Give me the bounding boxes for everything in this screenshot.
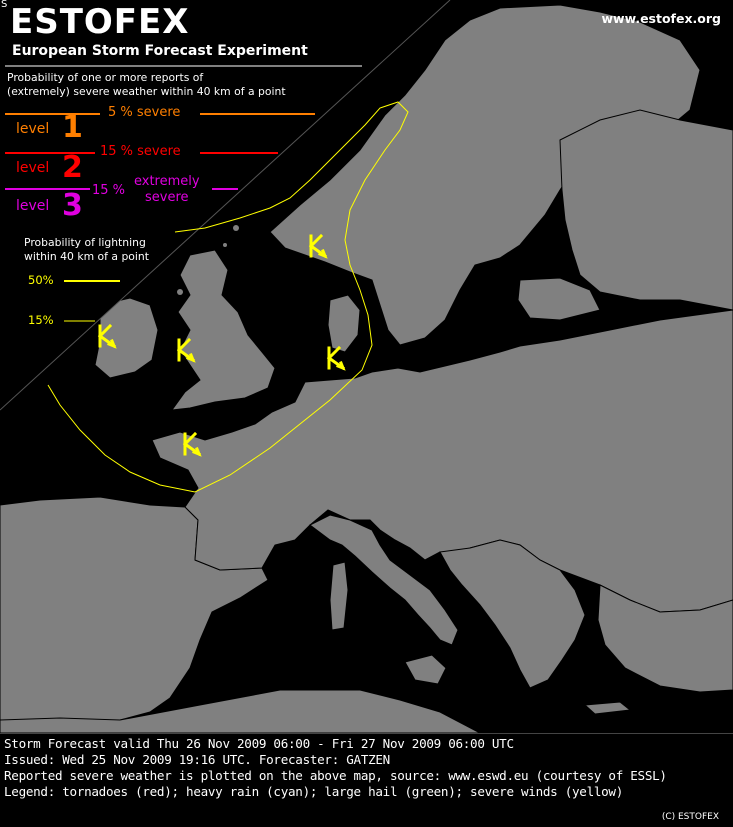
level-3-threshold-extra-1: extremely [134, 174, 200, 189]
level-2-word: level [16, 160, 50, 176]
site-url[interactable]: www.estofex.org [601, 11, 721, 26]
copyright: (C) ESTOFEX [661, 812, 719, 822]
level-3-threshold-extra-2: severe [145, 190, 189, 205]
level-3-word: level [16, 198, 50, 214]
lightning-probability-description: Probability of lightning within 40 km of a point [24, 236, 149, 263]
level-1-word: level [16, 121, 50, 137]
page-title: ESTOFEX [10, 2, 190, 42]
report-source: Reported severe weather is plotted on the above map, source: www.eswd.eu (courtesy of ESSL) [4, 768, 667, 783]
report-legend: Legend: tornadoes (red); heavy rain (cyan); large hail (green); severe winds (yellow) [4, 784, 623, 799]
issued-info: Issued: Wed 25 Nov 2009 19:16 UTC. Forecaster: GATZEN [4, 752, 390, 767]
forecast-validity: Storm Forecast valid Thu 26 Nov 2009 06:00 - Fri 27 Nov 2009 06:00 UTC [4, 736, 514, 751]
severe-probability-description: Probability of one or more reports of (extremely) severe weather within 40 km of a point [7, 71, 286, 98]
page-subtitle: European Storm Forecast Experiment [12, 43, 308, 59]
level-1-threshold: 5 % severe [108, 105, 181, 120]
level-2-number: 2 [62, 150, 83, 185]
corner-marker: S [1, 0, 8, 10]
lightning-15-label: 15% [28, 313, 54, 327]
level-3-number: 3 [62, 188, 83, 223]
footer-info [0, 733, 733, 827]
level-2-threshold: 15 % severe [100, 144, 181, 159]
level-3-threshold: 15 % [92, 183, 126, 198]
level-1-number: 1 [62, 110, 83, 145]
lightning-50-label: 50% [28, 273, 54, 287]
